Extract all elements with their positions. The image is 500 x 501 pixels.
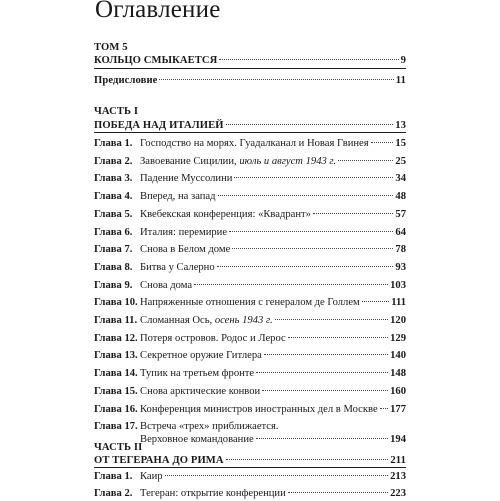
divider — [94, 132, 406, 133]
chapter-label: Глава 10. — [94, 297, 138, 309]
chapter-label: Глава 14. — [94, 368, 138, 380]
page-number: 194 — [390, 434, 406, 446]
chapter-row[interactable] — [94, 469, 406, 484]
page-number: 160 — [390, 385, 406, 397]
page-number: 213 — [390, 471, 406, 482]
chapter-title-text: Завоевание Сицилии, — [140, 155, 240, 167]
chapter-title — [140, 366, 254, 381]
leader-dots — [362, 301, 390, 302]
divider — [94, 467, 406, 468]
chapter-title-text: Конференция министров иностранных дел в Москве — [140, 403, 378, 415]
leader-dots — [380, 408, 388, 409]
chapter-row[interactable] — [94, 278, 406, 293]
chapter-label: Глава 1. — [94, 138, 133, 149]
chapter-label: Глава 7. — [94, 244, 133, 256]
leader-dots — [338, 160, 393, 161]
leader-dots — [218, 195, 394, 196]
volume-label: ТОМ 5 — [94, 42, 128, 53]
chapter-title-text: Каир — [140, 471, 163, 482]
chapter-row[interactable] — [94, 154, 406, 169]
chapter-label: Глава 3. — [94, 173, 133, 185]
page-number: 211 — [390, 455, 406, 466]
chapter-label: Глава 13. — [94, 350, 138, 362]
chapter-title — [140, 207, 311, 222]
page-number: 13 — [395, 120, 406, 131]
page-title: Оглавление — [95, 0, 221, 23]
chapter-row[interactable] — [94, 295, 406, 310]
chapter-title-text: Господство на морях. Гуадалканал и Новая Гвинея — [140, 138, 369, 149]
leader-dots — [275, 319, 389, 320]
page-number: 140 — [390, 350, 406, 362]
chapter-title-text: Снова арктические конвои — [140, 385, 261, 397]
part2-name: ОТ ТЕГЕРАНА ДО РИМА — [94, 455, 224, 466]
chapter-title-text: Снова дома — [140, 279, 193, 291]
leader-dots — [234, 177, 393, 178]
chapter-row[interactable] — [94, 136, 406, 151]
chapter-title — [140, 384, 260, 399]
preface-row[interactable] — [94, 73, 406, 88]
chapter-row[interactable] — [94, 242, 406, 257]
part2-name-row[interactable] — [94, 453, 406, 468]
chapter-title-text: Италия: перемирие — [140, 226, 228, 238]
chapter-title — [140, 295, 360, 310]
part1-label-row — [94, 104, 406, 119]
chapter-title — [140, 313, 273, 328]
chapter-title-text: Тупик на третьем фронте — [140, 368, 255, 380]
chapter-row[interactable] — [94, 366, 406, 381]
leader-dots — [232, 248, 393, 249]
chapter-label: Глава 1. — [94, 471, 133, 482]
page-number: 177 — [390, 403, 406, 415]
chapter-title-text: Сломанная Ось, — [140, 315, 215, 326]
chapter-label: Глава 12. — [94, 332, 138, 344]
chapter-title-text: Битва у Салерно — [140, 261, 215, 273]
chapter-title — [140, 278, 192, 293]
page-number: 57 — [395, 208, 406, 220]
chapter-title — [140, 189, 216, 204]
page-number: 111 — [391, 297, 406, 309]
chapter-label: Глава 9. — [94, 279, 133, 291]
chapter-title-text: Снова в Белом доме — [140, 244, 231, 256]
chapter-title — [140, 171, 232, 186]
page-number: 34 — [395, 173, 406, 185]
page-number: 25 — [395, 155, 406, 167]
chapter-row[interactable] — [94, 260, 406, 275]
chapter-title-text: Потеря островов. Родос и Лерос — [140, 332, 286, 344]
chapter-title — [140, 225, 227, 240]
leader-dots — [159, 79, 393, 80]
leader-dots — [229, 231, 393, 232]
chapter-title — [140, 260, 215, 275]
chapter-label: Глава 17. — [94, 421, 138, 433]
page-number: 148 — [390, 368, 406, 380]
chapter-label: Глава 4. — [94, 191, 133, 203]
chapter-title — [140, 331, 286, 346]
chapter-title-text: Тегеран: открытие конференции — [140, 488, 286, 499]
leader-dots — [371, 142, 394, 143]
chapter-title-text: Секретное оружие Гитлера — [140, 350, 262, 362]
chapter-label: Глава 2. — [94, 155, 133, 167]
part1-label: ЧАСТЬ I — [94, 106, 139, 117]
chapter-row[interactable] — [94, 331, 406, 346]
leader-dots — [194, 284, 388, 285]
chapter-title-text: Вперед, на запад — [140, 191, 216, 203]
chapter-title — [140, 486, 286, 501]
leader-dots — [256, 372, 388, 373]
chapter-title-text: Квебекская конференция: «Квадрант» — [140, 208, 311, 220]
chapter-title-text: Встреча «трех» приближается. — [140, 421, 279, 433]
chapter-title — [140, 242, 230, 257]
chapter-label: Глава 11. — [94, 315, 138, 326]
chapter-row[interactable] — [94, 402, 406, 417]
chapter-row[interactable] — [94, 348, 406, 363]
part2-label: ЧАСТЬ II — [94, 442, 143, 453]
chapter-title — [140, 154, 336, 169]
chapter-title-text: Напряженные отношения с генералом де Голлем — [140, 297, 360, 309]
leader-dots — [226, 459, 389, 460]
leader-dots — [313, 213, 393, 214]
divider — [94, 68, 406, 69]
chapter-label: Глава 6. — [94, 226, 133, 238]
chapter-row[interactable] — [94, 189, 406, 204]
leader-dots — [264, 354, 388, 355]
part1-name: ПОБЕДА НАД ИТАЛИЕЙ — [94, 120, 224, 131]
chapter-title-continuation: Верховное командование — [140, 434, 254, 446]
chapter-label: Глава 15. — [94, 385, 138, 397]
chapter-row[interactable] — [94, 171, 406, 186]
chapter-row[interactable] — [94, 225, 406, 240]
leader-dots — [165, 475, 389, 476]
volume-name: КОЛЬЦО СМЫКАЕТСЯ — [94, 55, 218, 66]
chapter-title — [140, 136, 369, 151]
page-number: 64 — [395, 226, 406, 238]
part1-name-row[interactable] — [94, 118, 406, 133]
page-number: 11 — [395, 75, 406, 86]
page-number: 9 — [400, 55, 406, 66]
chapter-title-text: Падение Муссолини — [140, 173, 233, 185]
chapter-title-date: осень 1943 г. — [214, 315, 273, 326]
page-number: 78 — [395, 244, 406, 256]
leader-dots — [288, 337, 388, 338]
page-number: 93 — [395, 261, 406, 273]
chapter-title — [140, 469, 163, 484]
page-number: 223 — [390, 488, 406, 499]
leader-dots — [288, 492, 388, 493]
volume-name-row[interactable] — [94, 53, 406, 68]
leader-dots — [217, 266, 394, 267]
page-number: 129 — [390, 332, 406, 344]
page-number: 48 — [395, 191, 406, 203]
leader-dots — [219, 59, 398, 60]
preface-label: Предисловие — [94, 75, 158, 86]
chapter-label: Глава 8. — [94, 261, 133, 273]
chapter-row[interactable] — [94, 313, 406, 328]
chapter-row[interactable] — [94, 384, 406, 399]
leader-dots — [262, 390, 388, 391]
page-number: 103 — [390, 279, 406, 291]
chapter-label: Глава 5. — [94, 208, 133, 220]
chapter-title — [140, 348, 262, 363]
leader-dots — [226, 124, 394, 125]
chapter-label: Глава 2. — [94, 488, 133, 499]
chapter-title-date: июль и август 1943 г. — [239, 155, 337, 167]
chapter-row[interactable] — [94, 486, 406, 501]
page-number: 120 — [390, 315, 406, 326]
chapter-row[interactable] — [94, 207, 406, 222]
chapter-label: Глава 16. — [94, 403, 138, 415]
chapter-title — [140, 402, 378, 417]
page-number: 15 — [395, 138, 406, 149]
